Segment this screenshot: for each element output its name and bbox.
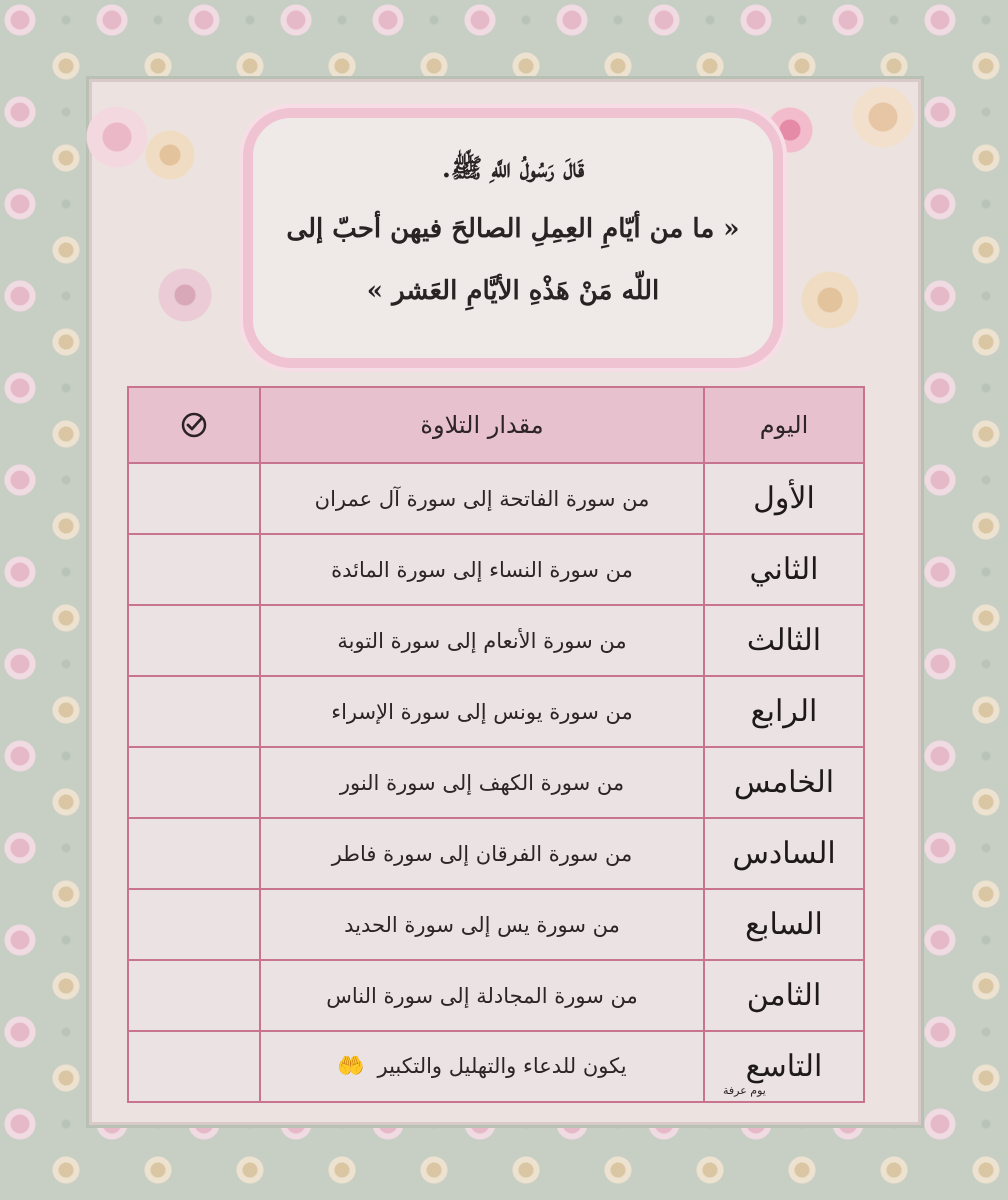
check-cell[interactable]: [128, 676, 260, 747]
day-cell: الثامن: [704, 960, 864, 1031]
amount-cell: من سورة يس إلى سورة الحديد: [260, 889, 704, 960]
day-cell: الأول: [704, 463, 864, 534]
day-label: التاسع: [745, 1049, 823, 1084]
check-cell[interactable]: [128, 1031, 260, 1102]
amount-label: يكون للدعاء والتهليل والتكبير: [377, 1054, 627, 1078]
table-row: [128, 889, 864, 960]
check-cell[interactable]: [128, 463, 260, 534]
check-cell[interactable]: [128, 605, 260, 676]
quote-line-2: « ما من أيّامِ العِمِلِ الصالحَ فيهن أحبّ إلى: [286, 214, 740, 244]
day-cell: السادس: [704, 818, 864, 889]
day-note: يوم عرفة: [723, 1084, 766, 1097]
header-day: اليوم: [704, 387, 864, 463]
flower-decoration: [130, 115, 210, 195]
table-row: [128, 463, 864, 534]
amount-cell: من سورة الفاتحة إلى سورة آل عمران: [260, 463, 704, 534]
table-row: [128, 1031, 864, 1102]
day-cell: الخامس: [704, 747, 864, 818]
day-cell: السابع: [704, 889, 864, 960]
amount-cell: من سورة يونس إلى سورة الإسراء: [260, 676, 704, 747]
hadith-quote-box: [243, 108, 783, 368]
praying-hands-icon: 🤲: [337, 1054, 365, 1079]
amount-cell: من سورة المجادلة إلى سورة الناس: [260, 960, 704, 1031]
table-row: [128, 676, 864, 747]
table-row: [128, 960, 864, 1031]
flower-decoration: [780, 250, 880, 350]
table-row: [128, 534, 864, 605]
check-cell[interactable]: [128, 747, 260, 818]
check-cell[interactable]: [128, 818, 260, 889]
amount-cell: من سورة النساء إلى سورة المائدة: [260, 534, 704, 605]
table-header-row: [128, 387, 864, 463]
table-row: [128, 605, 864, 676]
reading-plan-table: [127, 386, 865, 1103]
check-circle-icon: [179, 410, 209, 440]
quote-line-1: قَالَ رَسُولُ اللَّهِ ﷺ.: [441, 154, 585, 184]
table-row: [128, 818, 864, 889]
day-cell: [704, 1031, 864, 1102]
amount-cell: من سورة الكهف إلى سورة النور: [260, 747, 704, 818]
amount-cell: من سورة الأنعام إلى سورة التوبة: [260, 605, 704, 676]
check-cell[interactable]: [128, 889, 260, 960]
day-cell: الثالث: [704, 605, 864, 676]
amount-cell: من سورة الفرقان إلى سورة فاطر: [260, 818, 704, 889]
table-row: [128, 747, 864, 818]
check-cell[interactable]: [128, 960, 260, 1031]
header-amount: مقدار التلاوة: [260, 387, 704, 463]
day-cell: الثاني: [704, 534, 864, 605]
amount-cell: [260, 1031, 704, 1102]
flower-decoration: [140, 250, 230, 340]
header-check: [128, 387, 260, 463]
quote-line-3: اللّه مَنْ هَذْهِ الأيَّامِ العَشر »: [366, 276, 660, 306]
check-cell[interactable]: [128, 534, 260, 605]
day-cell: الرابع: [704, 676, 864, 747]
